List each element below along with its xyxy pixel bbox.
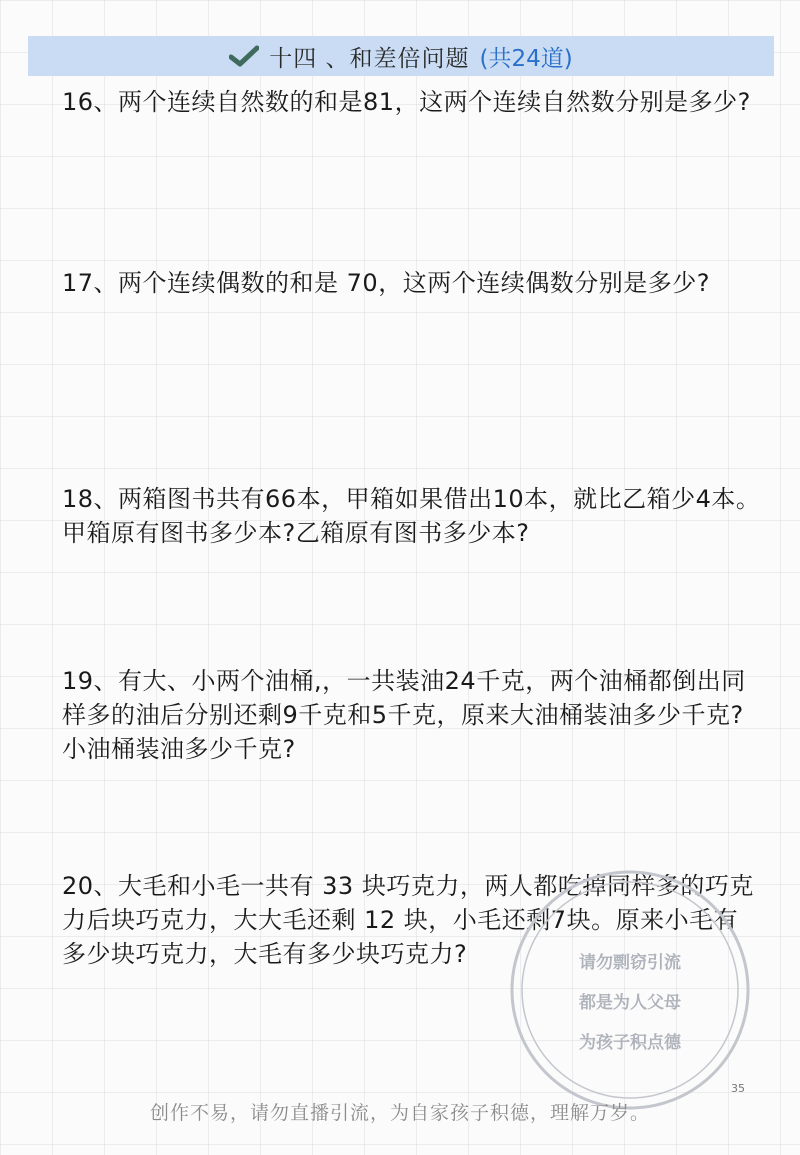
watermark-stamp <box>500 860 760 1120</box>
question-17: 17、两个连续偶数的和是 70，这两个连续偶数分别是多少? <box>62 269 710 297</box>
question-18: 18、两箱图书共有66本，甲箱如果借出10本，就比乙箱少4本。甲箱原有图书多少本?乙箱原有图书多少本? <box>62 485 761 547</box>
page-number: 35 <box>731 1082 745 1095</box>
question-16: 16、两个连续自然数的和是81，这两个连续自然数分别是多少? <box>62 88 751 116</box>
section-title: 十四 、和差倍问题 <box>269 45 470 72</box>
section-header <box>28 36 774 76</box>
question-20: 20、大毛和小毛一共有 33 块巧克力，两人都吃掉同样多的巧克力后块巧克力，大大毛还剩 12 块，小毛还剩7块。原来小毛有多少块巧克力，大毛有多少块巧克力? <box>62 872 754 968</box>
question-count: (共24道) <box>479 45 573 72</box>
stamp-line-1: 请勿剽窃引流 <box>579 953 681 973</box>
stamp-line-2: 都是为人父母 <box>579 993 681 1013</box>
checkmark-icon <box>229 45 259 67</box>
footer-text: 创作不易，请勿直播引流，为自家孩子积德，理解万岁。 <box>149 1102 650 1124</box>
question-19: 19、有大、小两个油桶,，一共装油24千克，两个油桶都倒出同样多的油后分别还剩9千克和5千克，原来大油桶装油多少千克?小油桶装油多少千克? <box>62 667 746 763</box>
stamp-line-3: 为孩子积点德 <box>579 1033 681 1053</box>
